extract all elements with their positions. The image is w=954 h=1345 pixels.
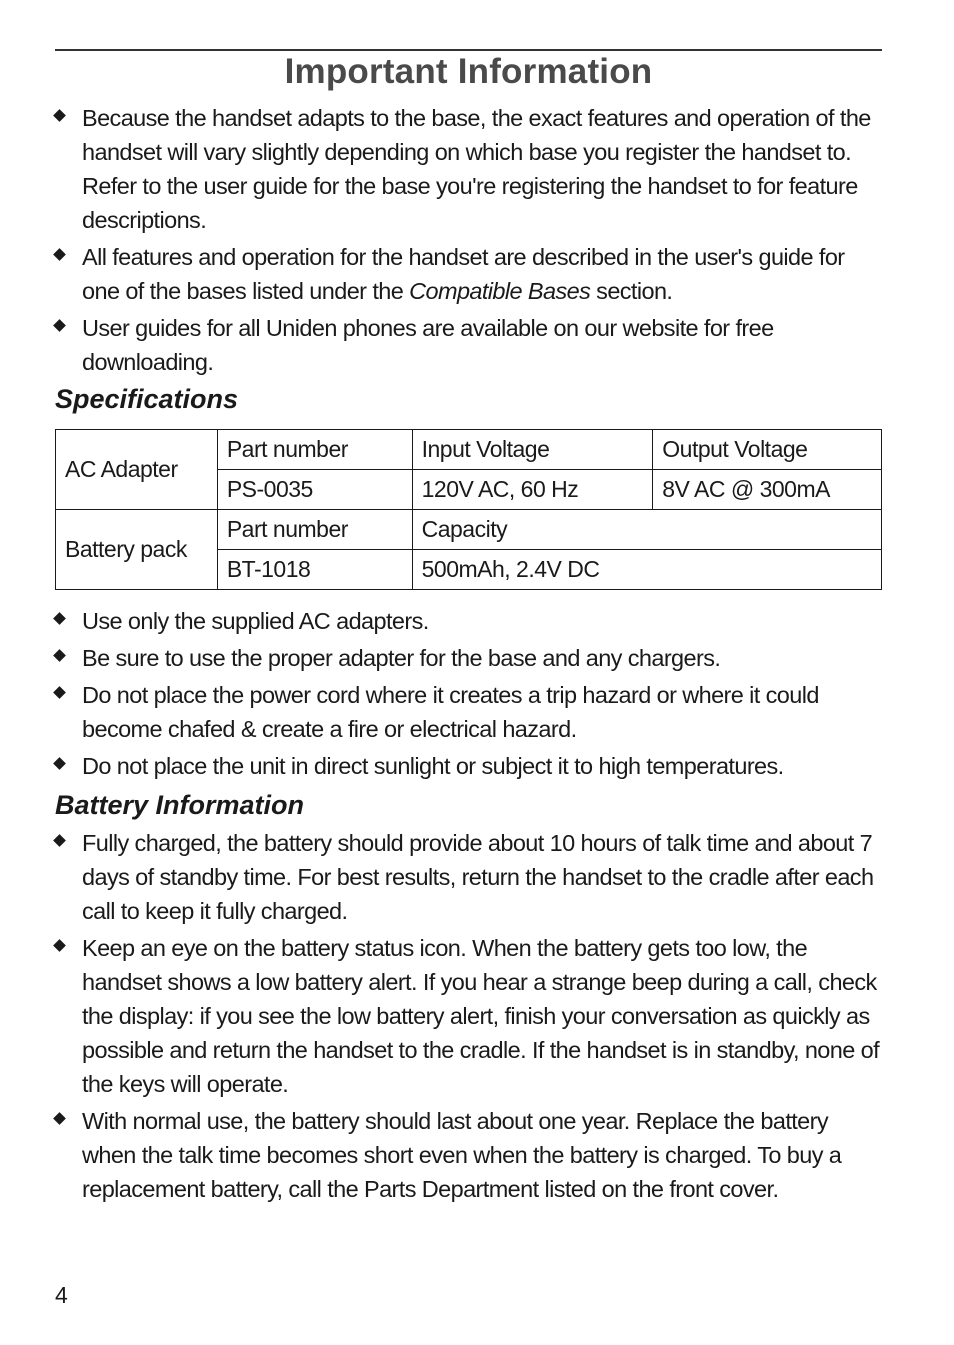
table-header-cell: Output Voltage (653, 430, 882, 470)
diamond-bullet-icon (53, 612, 66, 625)
intro-bullet-list (55, 101, 885, 382)
diamond-bullet-icon (53, 939, 66, 952)
table-header-cell: Part number (217, 510, 412, 550)
diamond-bullet-icon (53, 109, 66, 122)
bullet-text-after: section. (590, 278, 673, 304)
table-header-cell: Capacity (412, 510, 881, 550)
page-title: Important Information (284, 52, 653, 91)
diamond-bullet-icon (53, 248, 66, 261)
bullet-text: Because the handset adapts to the base, the exact features and operation of the handset will vary slightly depending on which base you register the handset to. Refer to the user guide for the base you're registering the handset to for feature descriptions. (82, 105, 871, 233)
table-cell: 500mAh, 2.4V DC (412, 550, 881, 590)
list-item (55, 240, 885, 308)
diamond-bullet-icon (53, 686, 66, 699)
bullet-text: Do not place the power cord where it creates a trip hazard or where it could become chafed & create a fire or electrical hazard. (82, 682, 819, 742)
list-item (55, 641, 885, 675)
diamond-bullet-icon (53, 319, 66, 332)
list-item (55, 101, 885, 237)
compatible-bases-reference: Compatible Bases (409, 278, 591, 304)
diamond-bullet-icon (53, 834, 66, 847)
specifications-table (55, 429, 882, 590)
list-item (55, 678, 885, 746)
table-header-cell: Part number (217, 430, 412, 470)
bullet-text: With normal use, the battery should last about one year. Replace the battery when the talk time becomes short even when the battery is charged. To buy a replacement battery, call the Parts Department listed on the front cover. (82, 1108, 842, 1202)
table-cell: 8V AC @ 300mA (653, 470, 882, 510)
bullet-text: Be sure to use the proper adapter for the base and any chargers. (82, 645, 721, 671)
spec-bullet-list (55, 604, 885, 786)
list-item (55, 311, 885, 379)
table-cell: 120V AC, 60 Hz (412, 470, 653, 510)
table-cell: PS-0035 (217, 470, 412, 510)
specifications-heading: Specifications (55, 384, 239, 414)
battery-pack-label: Battery pack (56, 510, 218, 590)
table-cell: BT-1018 (217, 550, 412, 590)
bullet-text: Do not place the unit in direct sunlight or subject it to high temperatures. (82, 753, 784, 779)
bullet-text: User guides for all Uniden phones are available on our website for free downloading. (82, 315, 774, 375)
ac-adapter-label: AC Adapter (56, 430, 218, 510)
bullet-text-before: All features and operation for the handset are described in the user's guide for one of the bases listed under the (82, 244, 845, 304)
diamond-bullet-icon (53, 649, 66, 662)
bullet-text: Fully charged, the battery should provide about 10 hours of talk time and about 7 days of standby time. For best results, return the handset to the cradle after each call to keep it fully charged. (82, 830, 874, 924)
page-number: 4 (55, 1282, 68, 1308)
table-header-cell: Input Voltage (412, 430, 653, 470)
bullet-text: Keep an eye on the battery status icon. When the battery gets too low, the handset shows a low battery alert. If you hear a strange beep during a call, check the display: if you see the low battery alert, finish your conversation as quickly as possible and return the handset to the cradle. If the handset is in standby, none of the keys will operate. (82, 935, 880, 1097)
list-item (55, 826, 885, 928)
top-rule (55, 49, 882, 51)
diamond-bullet-icon (53, 1112, 66, 1125)
battery-bullet-list (55, 826, 885, 1209)
list-item (55, 1104, 885, 1206)
bullet-text: Use only the supplied AC adapters. (82, 608, 429, 634)
list-item (55, 931, 885, 1101)
list-item (55, 604, 885, 638)
list-item (55, 749, 885, 783)
battery-information-heading: Battery Information (55, 790, 305, 820)
table-row (56, 430, 882, 470)
table-row (56, 510, 882, 550)
diamond-bullet-icon (53, 757, 66, 770)
